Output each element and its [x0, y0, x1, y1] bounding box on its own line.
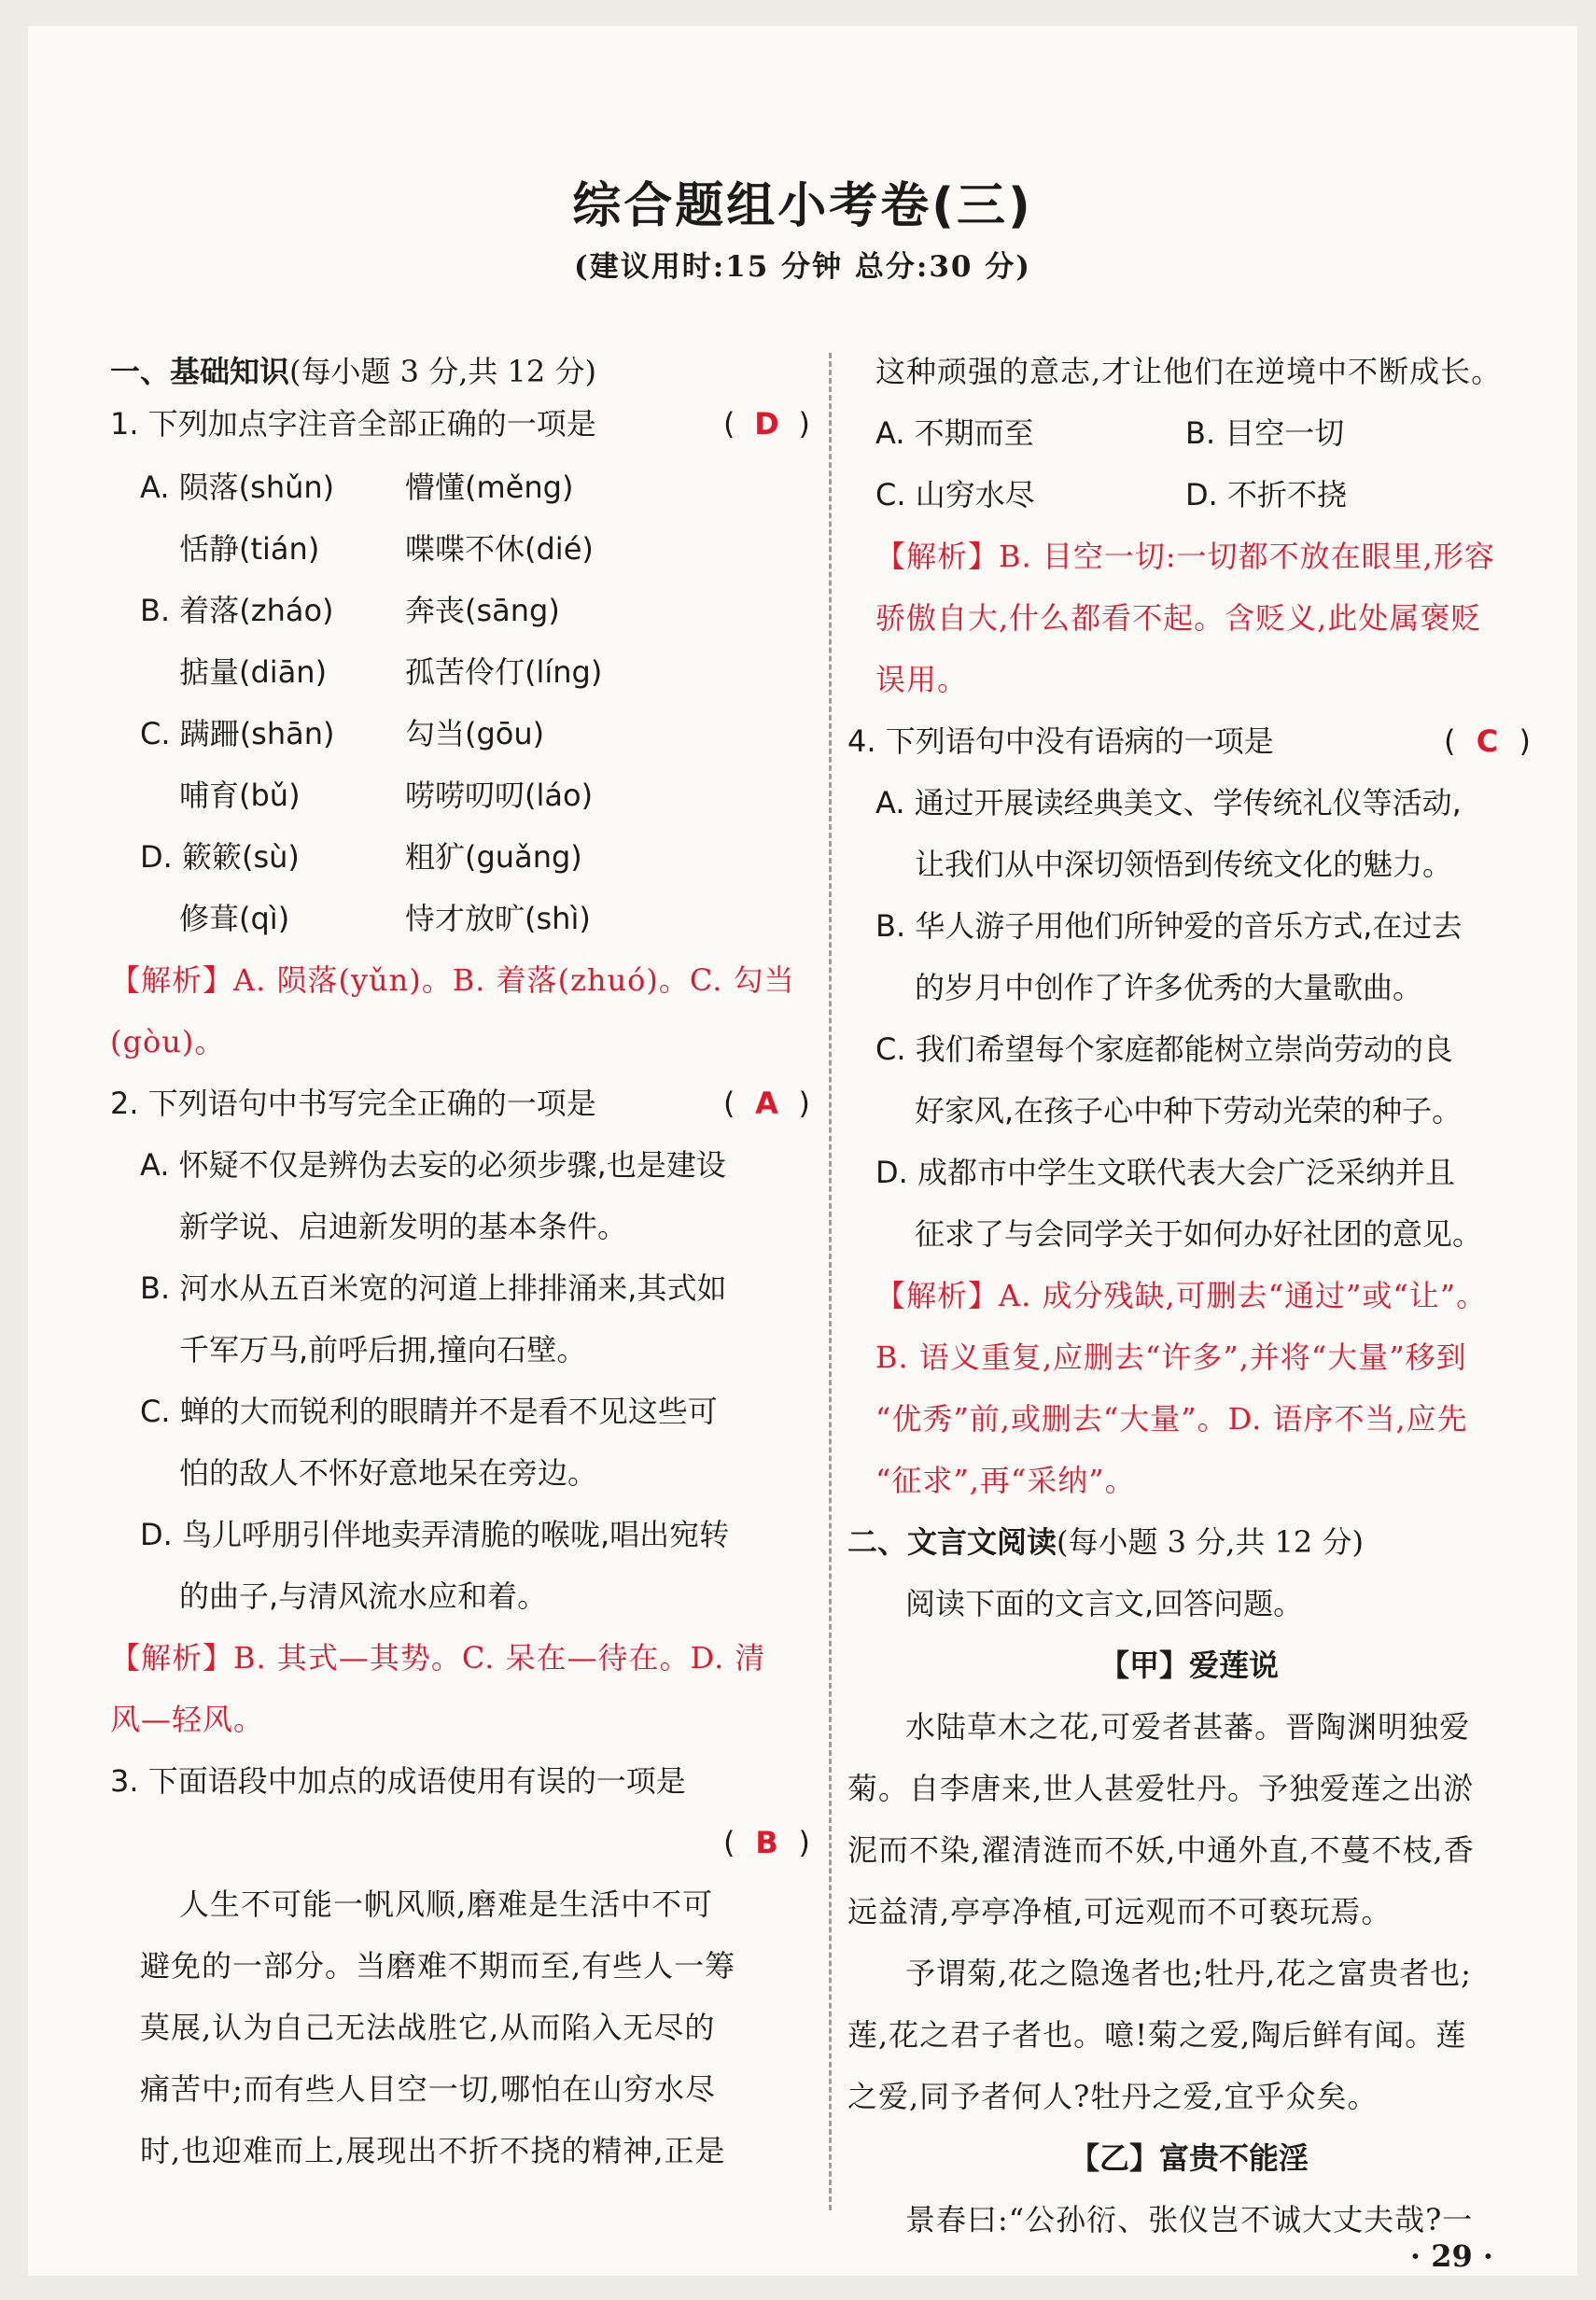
- q1-analysis: 【解析】A. 陨落(yǔn)。B. 着落(zhuó)。C. 勾当: [110, 962, 795, 998]
- question-1-answer: D: [754, 406, 779, 442]
- question-1-stem: 1. 下列加点字注音全部正确的一项是: [110, 406, 596, 442]
- question-2-stem: 2. 下列语句中书写完全正确的一项是: [110, 1086, 596, 1121]
- question-1-answer-box: ( D ): [723, 406, 810, 442]
- page-number: · 29 ·: [1409, 2238, 1493, 2274]
- exam-page: [28, 26, 1577, 2276]
- question-2-answer: A: [755, 1086, 778, 1121]
- column-divider: [829, 353, 832, 2210]
- page-subtitle: (建议用时:15 分钟 总分:30 分): [574, 250, 1031, 284]
- right-column: 这种顽强的意志,才让他们在逆境中不断成长。 A. 不期而至 B. 目空一切 C. 山穷水尽 D. 不折不挠 【解析】B. 目空一切:一切都不放在眼里,形容 骄傲自大,什么都看不起。含贬义,此处属褒贬 误用。 4. 下列语句中没有语病的一项是 ( C ) A. 通过开展读经典美文、学传统礼仪等活动, 让我们从中深切领悟到传统文化的魅力。 B. 华人游子用他们所钟爱的音乐方式,在过去 的岁月中创作了许多优秀的大量歌曲。 C. 我们希望每个家庭都能树立崇尚劳动的良 好家风,在孩子心中种下劳动光荣的种子。 D. 成都市中学生文联代表大会广泛采纳并且 征求了与会同学关于如何办好社团的意见。 【解析】A. 成分残缺,可删去“通过”或“让”。 B. 语义重复,应删去“许多”,并将“大量”移到 “优秀”前,或删去“大量”。D. 语序不当,应先 “征求”,再“采纳”。 二、文言文阅读(每小题 3 分,共 12 分) 阅读下面的文言文,回答问题。 【甲】爱莲说 水陆草木之花,可爱者甚蕃。晋陶渊明独爱 菊。自李唐来,世人甚爱牡丹。予独爱莲之出淤 泥而不染,濯清涟而不妖,中通外直,不蔓不枝,香 远益清,亭亭净植,可远观而不可亵玩焉。 予谓菊,花之隐逸者也;牡丹,花之富贵者也; 莲,花之君子者也。噫!菊之爱,陶后鲜有闻。莲 之爱,同予者何人?牡丹之爱,宜乎众矣。 【乙】富贵不能淫 景春曰:“公孙衍、张仪岂不诚大丈夫哉?一: [847, 354, 1531, 2237]
- question-4-stem: 4. 下列语句中没有语病的一项是: [847, 723, 1274, 759]
- section-1-heading: 一、基础知识(每小题 3 分,共 12 分): [110, 354, 596, 389]
- text-a-heading: 【甲】爱莲说: [1099, 1648, 1279, 1683]
- question-3-answer: B: [755, 1825, 778, 1860]
- section-2-heading: 二、文言文阅读(每小题 3 分,共 12 分): [847, 1524, 1364, 1560]
- question-4-answer-box: ( C ): [1444, 723, 1531, 759]
- q2-analysis: 风—轻风。: [110, 1702, 265, 1737]
- question-4-answer: C: [1476, 723, 1499, 759]
- question-1: [110, 405, 810, 442]
- question-2: [110, 1085, 810, 1122]
- q1-analysis: (gòu)。: [110, 1024, 226, 1059]
- question-2-answer-box: ( A ): [723, 1086, 810, 1121]
- q2-analysis: 【解析】B. 其式—其势。C. 呆在—待在。D. 清: [110, 1640, 766, 1676]
- question-4: [847, 722, 1531, 760]
- question-3-stem: 3. 下面语段中加点的成语使用有误的一项是: [110, 1763, 686, 1799]
- left-column: 一、基础知识(每小题 3 分,共 12 分) 1. 下列加点字注音全部正确的一项是 ( D ) A. 陨落(shǔn) 懵懂(měng) 恬静(tián) 喋喋不休(dié) B. 着落(zháo) 奔丧(sāng) 掂量(diān) 孤苦伶仃(líng) C. 蹒跚(shān) 勾当(gōu) 哺育(bǔ) 唠唠叨叨(láo) D. 簌簌(sù) 粗犷(guǎng) 修葺(qì) 恃才放旷(shì) 【解析】A. 陨落(yǔn)。B. 着落(zhuó)。C. 勾当 (gòu)。 2. 下列语句中书写完全正确的一项是 ( A ) A. 怀疑不仅是辨伪去妄的必须步骤,也是建设 新学说、启迪新发明的基本条件。 B. 河水从五百米宽的河道上排排涌来,其式如 千军万马,前呼后拥,撞向石壁。 C. 蝉的大而锐利的眼睛并不是看不见这些可 怕的敌人不怀好意地呆在旁边。 D. 鸟儿呼朋引伴地卖弄清脆的喉咙,唱出宛转 的曲子,与清风流水应和着。 【解析】B. 其式—其势。C. 呆在—待在。D. 清 风—轻风。 3. 下面语段中加点的成语使用有误的一项是 ( B ) 人生不可能一帆风顺,磨难是生活中不可 避免的一部分。当磨难不期而至,有些人一筹 莫展,认为自己无法战胜它,从而陷入无尽的 痛苦中;而有些人目空一切,哪怕在山穷水尽 时,也迎难而上,展现出不折不挠的精神,正是: [110, 354, 810, 2168]
- question-3-answer-box: ( B ): [723, 1825, 810, 1860]
- text-b-heading: 【乙】富贵不能淫: [1069, 2140, 1309, 2176]
- page-title: 综合题组小考卷(三): [572, 178, 1033, 234]
